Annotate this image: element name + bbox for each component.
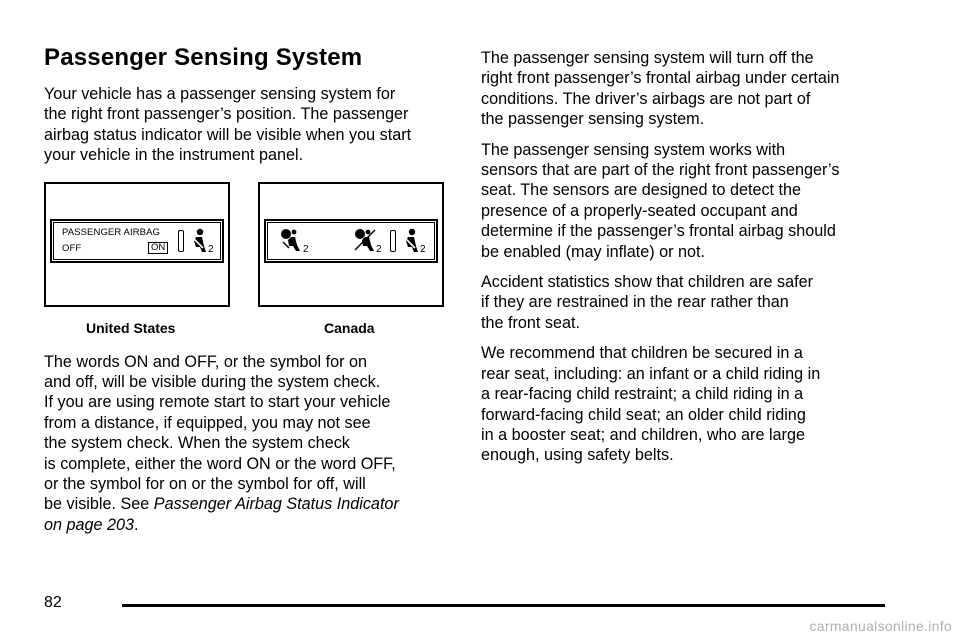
footer-rule — [122, 604, 885, 607]
right-paragraph: The passenger sensing system will turn off the right front passenger’s frontal airbag under certain conditions. The driver’s airbags are not part of the passenger sensing system. — [481, 49, 840, 129]
on-label: ON — [148, 242, 168, 254]
belted-passenger-icon — [400, 228, 420, 254]
subscript-two: 2 — [208, 243, 214, 255]
airbag-indicator-figure — [44, 182, 454, 342]
us-indicator-panel — [44, 182, 230, 307]
right-paragraph: Accident statistics show that children are safer if they are restrained in the rear rather than the front seat. — [481, 273, 813, 332]
left-column — [44, 84, 454, 545]
subscript-two: 2 — [376, 243, 382, 255]
intro-paragraph: Your vehicle has a passenger sensing system for the right front passenger’s position. The passenger airbag status indicator will be visible when you start your vehicle in the instrument panel. — [44, 85, 412, 165]
watermark: carmanualsonline.info — [809, 618, 952, 634]
airbag-on-symbol-icon — [280, 228, 302, 254]
canada-indicator-display — [264, 219, 438, 263]
right-paragraph: We recommend that children be secured in a rear seat, including: an infant or a child riding in a rear-facing child restraint; a child riding in a forward-facing child seat; an older child riding in a booster seat; and children, who are large enough, using safety belts. — [481, 344, 821, 465]
right-column — [481, 48, 901, 476]
subscript-two: 2 — [420, 243, 426, 255]
off-label: OFF — [62, 242, 82, 254]
page-number: 82 — [44, 594, 62, 611]
us-caption: United States — [86, 319, 176, 336]
belted-passenger-icon — [188, 228, 208, 254]
passenger-airbag-label: PASSENGER AIRBAG — [62, 226, 161, 238]
paragraph-end: . — [134, 515, 139, 534]
airbag-off-symbol-icon — [354, 228, 376, 254]
indicator-lamp-icon — [390, 230, 396, 252]
indicator-lamp-icon — [178, 230, 184, 252]
right-paragraph: The passenger sensing system works with sensors that are part of the right front passenger’s seat. The sensors are designed to detect the presence of a properly-seated occupant and determine if the passenger’s frontal airbag should be enabled (may inflate) or not. — [481, 140, 840, 261]
system-check-paragraph — [44, 352, 454, 536]
canada-indicator-panel — [258, 182, 444, 307]
system-check-text: The words ON and OFF, or the symbol for on and off, will be visible during the system check. If you are using remote start to start your vehicle from a distance, if equipped, you may not see the system check. When the system check is complete, either the word ON or the word OFF, or the symbol for on or the symbol for off, will be visible. See — [44, 352, 396, 514]
page-title: Passenger Sensing System — [44, 44, 363, 71]
subscript-two: 2 — [303, 243, 309, 255]
canada-caption: Canada — [324, 319, 375, 336]
cross-reference-link[interactable]: Passenger Airbag Status Indicator on page 203 — [44, 495, 399, 534]
us-indicator-display — [50, 219, 224, 263]
